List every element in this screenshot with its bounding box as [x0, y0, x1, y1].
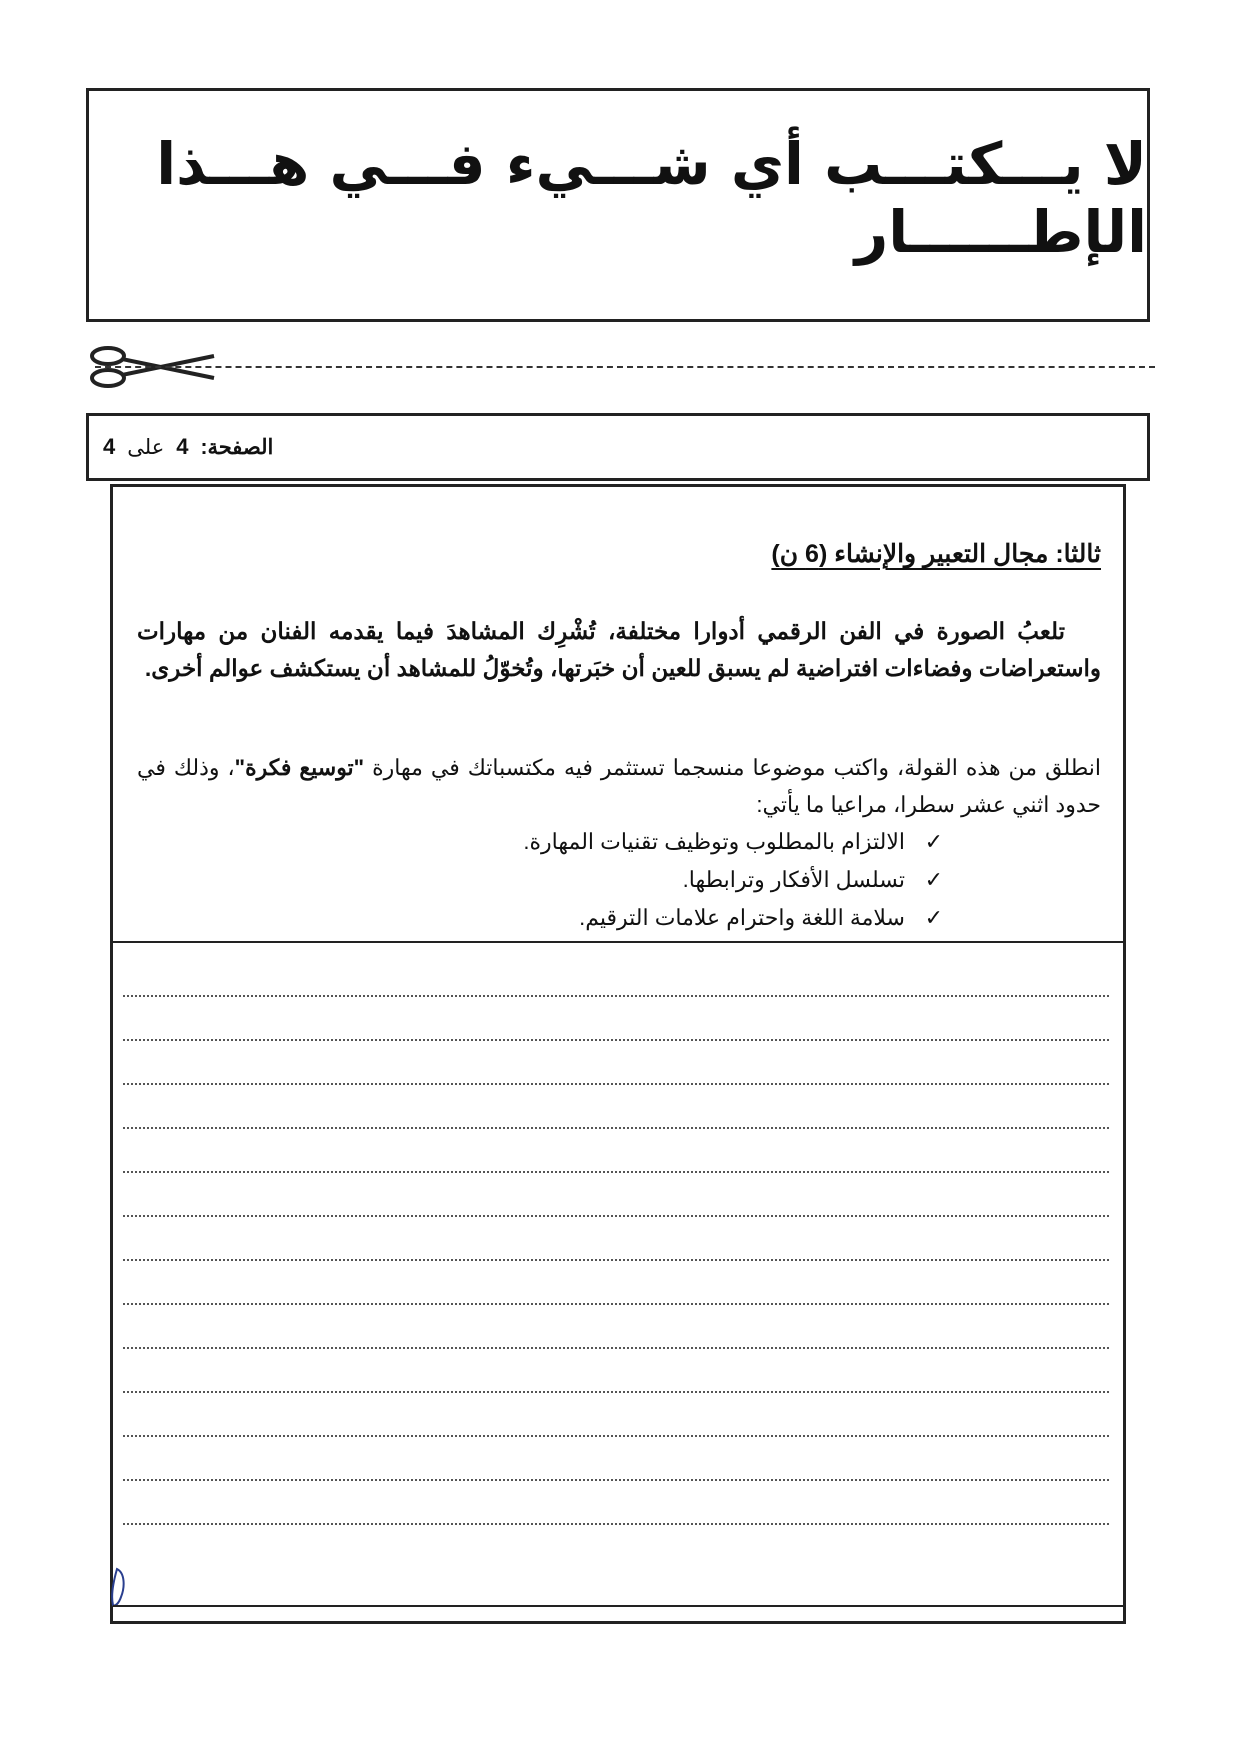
writing-line[interactable]	[123, 1171, 1109, 1173]
writing-line[interactable]	[123, 1391, 1109, 1393]
quote-paragraph: تلعبُ الصورة في الفن الرقمي أدوارا مختلفة، تُشْرِك المشاهدَ فيما يقدمه الفنان من مهارات واستعراضات وفضاءات افتراضية لم يسبق للعين أن خبَرتها، وتُخوّلُ للمشاهد أن يستكشف عوالم أخرى.	[137, 618, 1101, 681]
criterion-text: الالتزام بالمطلوب وتوظيف تقنيات المهارة.	[523, 829, 905, 854]
section-divider	[113, 941, 1123, 943]
cut-line	[95, 366, 1155, 368]
instruction-start: انطلق من هذه القولة، واكتب موضوعا منسجما تستثمر فيه مكتسباتك في مهارة	[364, 755, 1102, 780]
writing-line[interactable]	[123, 1083, 1109, 1085]
list-item	[523, 861, 943, 899]
writing-line[interactable]	[123, 1303, 1109, 1305]
check-icon: ✓	[924, 829, 943, 854]
criteria-list	[523, 823, 943, 937]
instruction-paragraph	[137, 749, 1101, 823]
writing-line[interactable]	[123, 1215, 1109, 1217]
skill-name: "توسيع فكرة"	[234, 755, 365, 780]
check-icon: ✓	[924, 867, 943, 892]
page-label: الصفحة:	[200, 436, 274, 459]
check-icon: ✓	[924, 905, 943, 930]
pen-mark-icon	[111, 1567, 129, 1609]
writing-line[interactable]	[123, 1039, 1109, 1041]
page-total: 4	[103, 434, 116, 459]
writing-line[interactable]	[123, 1127, 1109, 1129]
page-number-bar	[86, 413, 1150, 481]
writing-line[interactable]	[123, 1259, 1109, 1261]
page-current: 4	[176, 434, 189, 459]
list-item	[523, 823, 943, 861]
writing-line[interactable]	[123, 1347, 1109, 1349]
writing-line[interactable]	[123, 1523, 1109, 1525]
criterion-text: سلامة اللغة واحترام علامات الترقيم.	[579, 905, 905, 930]
list-item	[523, 899, 943, 937]
answer-box	[110, 484, 1126, 1624]
bottom-border-line	[113, 1605, 1123, 1607]
instruction-end: ، وذلك في حدود اثني عشر سطرا، مراعيا ما يأتي:	[137, 755, 1101, 817]
criterion-text: تسلسل الأفكار وترابطها.	[682, 867, 905, 892]
do-not-write-text: لا يـــكتـــب أي شـــيء فـــي هـــذا الإطــــــار	[156, 130, 1147, 266]
writing-line[interactable]	[123, 1479, 1109, 1481]
page-number	[103, 434, 273, 460]
do-not-write-frame	[86, 88, 1150, 322]
section-heading: ثالثا: مجال التعبير والإنشاء (6 ن)	[771, 540, 1101, 568]
writing-line[interactable]	[123, 995, 1109, 997]
writing-line[interactable]	[123, 1435, 1109, 1437]
page-of: على	[127, 436, 165, 459]
